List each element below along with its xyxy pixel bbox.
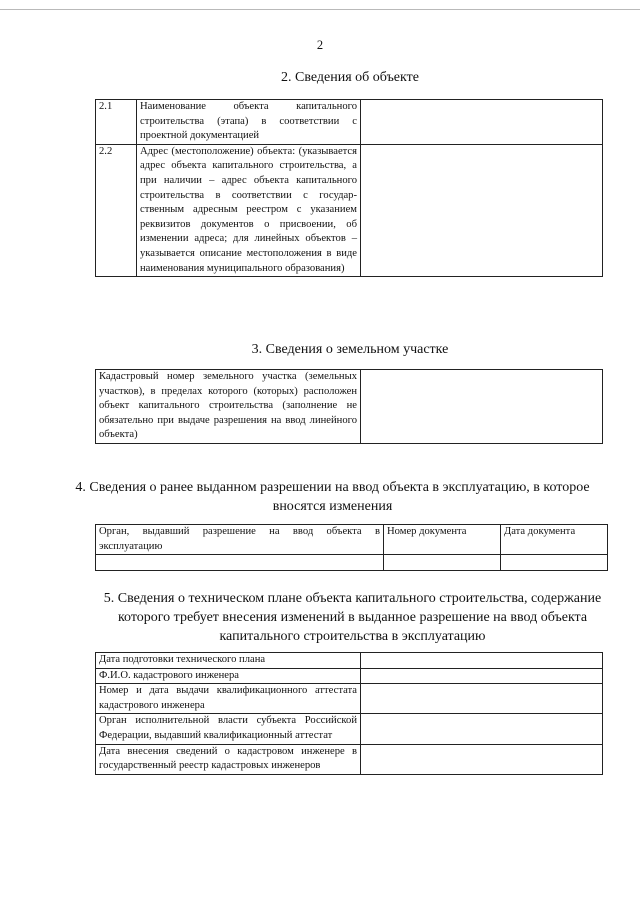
row-number: 2.1 [96,100,137,145]
certificate-authority-value-cell[interactable] [361,714,603,744]
table-row [96,100,603,145]
table-row [96,714,603,744]
registry-date-label: Дата внесения сведений о кадастровом инженере в государственный реестр кадастровых инженеров [96,744,361,774]
section-3-title: 3. Сведения о земельном участке [251,342,449,357]
document-date-header: Дата документа [501,525,608,555]
table-header-row [96,525,608,555]
section-2-title: 2. Сведения об объекте [281,70,419,85]
registry-date-value-cell[interactable] [361,744,603,774]
land-plot-table [95,369,603,444]
certificate-label: Номер и дата выдачи квалификационного аттестата кадастрового инженера [96,684,361,714]
cadastral-number-value-cell[interactable] [361,370,603,444]
engineer-name-value-cell[interactable] [361,668,603,684]
document-date-cell[interactable] [501,555,608,571]
certificate-authority-label: Орган исполнительной власти субъекта Российской Федерации, выдавший квалификационный аттестат [96,714,361,744]
tech-plan-date-value-cell[interactable] [361,653,603,669]
table-row [96,744,603,774]
object-info-table [95,99,603,277]
table-row [96,144,603,276]
object-address-value-cell[interactable] [361,144,603,276]
certificate-value-cell[interactable] [361,684,603,714]
table-row [96,653,603,669]
technical-plan-table [95,652,603,775]
row-number: 2.2 [96,144,137,276]
object-name-label: Наименование объекта капитального строительства (этапа) в соответствии с проектной документацией [137,100,361,145]
object-name-value-cell[interactable] [361,100,603,145]
table-row [96,555,608,571]
table-row [96,370,603,444]
cadastral-number-label: Кадастровый номер земельного участка (земельных участков), в пределах которого (которых) расположен объект капитального строительства (заполнение не обязательно при выдаче разрешения на ввод линейного объекта) [96,370,361,444]
tech-plan-date-label: Дата подготовки технического плана [96,653,361,669]
document-number-header: Номер документа [384,525,501,555]
page-number: 2 [316,38,324,52]
issuing-authority-cell[interactable] [96,555,384,571]
section-5-title: 5. Сведения о техническом плане объекта капитального строительства, содержание которого требует внесения изменений в выданное разрешение на ввод объекта капитального строительства в эксплуатацию [103,591,602,644]
section-4-title: 4. Сведения о ранее выданном разрешении на ввод объекта в эксплуатацию, в которое вносятся изменения [75,480,590,514]
object-address-label: Адрес (местоположение) объекта: (указывается адрес объекта капитального строительства, а при наличии – адрес объекта капитального строительства в соответствии с государственным адресным реестром с указанием реквизитов документов о присвоении, об изменении адреса; для линейных объектов – указывается описание местоположения в виде наименования муниципального образования) [137,144,361,276]
previous-permit-table [95,524,608,571]
issuing-authority-header: Орган, выдавший разрешение на ввод объекта в эксплуатацию [96,525,384,555]
table-row [96,684,603,714]
page-top-rule [0,9,640,10]
engineer-name-label: Ф.И.О. кадастрового инженера [96,668,361,684]
document-number-cell[interactable] [384,555,501,571]
table-row [96,668,603,684]
